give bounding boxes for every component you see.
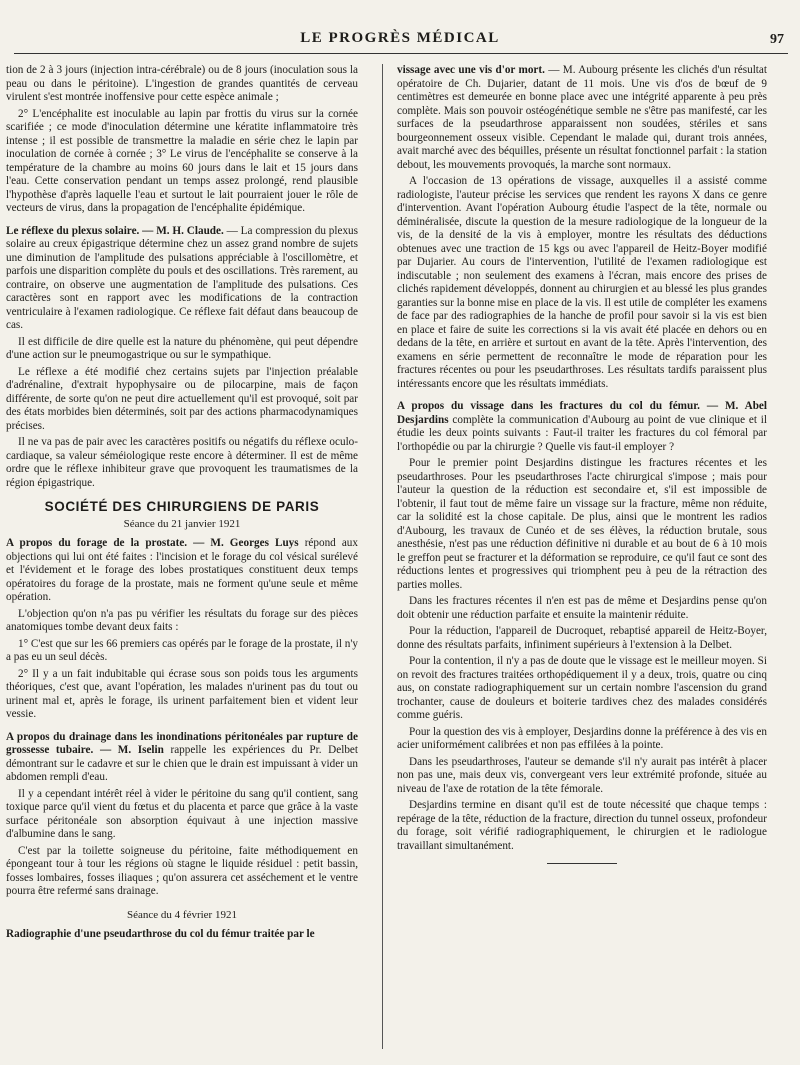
article-title: vissage avec une vis d'or mort.	[397, 64, 545, 76]
paragraph: tion de 2 à 3 jours (injection intra-cérébrale) ou de 8 jours (inoculation sous la peau ou dans le péritoine). L'ingestion de grandes quantités de cerveau virulent s'est montrée inoffensive pour cette espèce animale ;	[6, 64, 358, 103]
article-reflex	[6, 225, 358, 333]
article-body: répond aux objections qui lui ont été faites : l'incision et le forage du col vésical surélevé et l'évidement et le forage des lobes prostatiques constituent deux temps opératoires du forage de la prostate, mais ne forment qu'une seule et même opération.	[6, 537, 358, 603]
article-forage	[6, 537, 358, 605]
end-rule	[547, 863, 617, 864]
page-header	[0, 28, 800, 50]
header-rule	[14, 53, 788, 54]
paragraph: Pour la question des vis à employer, Desjardins donne la préférence à des vis en acier uniformément calibrées et non pas effilées à la pointe.	[397, 725, 767, 751]
session-date: Séance du 21 janvier 1921	[123, 517, 241, 530]
paragraph: Il est difficile de dire quelle est la nature du phénomène, qui peut dépendre d'une action sur le pneumogastrique ou sur le sympathique.	[6, 335, 358, 361]
running-title: LE PROGRÈS MÉDICAL	[300, 30, 500, 46]
article-title: A propos du drainage dans les inondinations péritonéales par rupture de grossesse tubaire. — M. Iselin	[6, 730, 358, 756]
page-number: 97	[770, 32, 784, 47]
paragraph: Il ne va pas de pair avec les caractères positifs ou négatifs du réflexe oculo-cardiaque, sa valeur séméiologique reste encore à déterminer. Il est de même ordre que le réflexe inhibiteur grave que provoquent les traumatismes de la région épigastrique.	[6, 436, 358, 489]
article-body: — M. Aubourg présente les clichés d'un résultat opératoire de Ch. Dujarier, datant de 11 mois. Une vis d'os de bœuf de 9 centimètres est demeurée en bonne place avec une intégrité apparente à peu près complète. Mais son pouvoir ostéogénétique semble ne s'être pas manifesté, car les surfaces de la pseudarthrose apparaissent non soudées, stériles et sans bourgeonnement osseux visible. Cependant le malade qui, durant trois années, avait marché avec des béquilles, présente un résultat fonctionnel parfait : la station debout, les mouvements provoqués, la marche sont normaux.	[397, 64, 767, 171]
paragraph: 1° C'est que sur les 66 premiers cas opérés par le forage de la prostate, il n'y a pas eu un seul décès.	[6, 637, 358, 663]
left-column	[6, 64, 358, 1051]
column-divider	[382, 64, 383, 1049]
article-body: — La compression du plexus solaire au creux épigastrique détermine chez un assez grand nombre de sujets une diminution de l'amplitude des pulsations appréciable à l'oscillomètre, et parfois une disparition complète du pouls et des oscillations. Très rarement, au contraire, on observe une augmentation de l'amplitude des pulsations. Ces caractères sont en rapport avec les modifications de la contraction ventriculaire à l'examen radiologique. Ce réflexe fait défaut dans beaucoup de cas.	[6, 224, 358, 331]
paragraph: Desjardins termine en disant qu'il est de toute nécessité que chaque temps : repérage de la tête, réduction de la fracture, direction du tunnel osseux, profondeur du forage, soit vérifié radiographiquement, le chirurgien et le radiologue travaillant simultanément.	[397, 799, 767, 852]
session-date: Séance du 4 février 1921	[127, 908, 237, 921]
article-vissage	[397, 400, 767, 454]
paragraph: A l'occasion de 13 opérations de vissage, auxquelles il a assisté comme radiologiste, l'auteur précise les services que rendent les rayons X dans ce genre d'intervention. Avant l'opération Aubourg étudie l'aspect de la tête, normale ou déminéralisée, discute la question de la mesure radiologique de la longueur de la vis, de la densité de la vis à employer, montre les résultats des déductions obtenues avec une traction de 15 kgs ou avec l'appareil de Heitz-Boyer modifié par Dujarier. Au cours de l'intervention, l'utilité de l'examen radiologique est indiscutable ; non seulement des examens à l'écran, mais encore des prises de clichés rapidement développés, donnent au chirurgien et au blessé les plus grandes garanties sur la bonne mise en place de la vis. Il est utile de compléter les examens de face par des radiographies de la hanche de profil pour savoir si la vis est bien en place et faire de suite les corrections si la vis avait été placée en dehors ou en dedans de la tête, en arrière et surtout en avant de la tête. Après l'intervention, des examens en série permettent de reconnaître le mode de réparation pour les fractures récentes ou pour les pseudarthroses. Les résultats tardifs paraissent plus intéressants encore que les résultats immédiats.	[397, 175, 767, 390]
paragraph: Dans les pseudarthroses, l'auteur se demande s'il n'y aurait pas intérêt à placer non pas une, mais deux vis, convergeant vers leur extrémité profonde, située au niveau de l'axe de rotation de la tête fémorale.	[397, 755, 767, 795]
paragraph: L'objection qu'on n'a pas pu vérifier les résultats du forage sur des pièces anatomiques tombe devant deux faits :	[6, 607, 358, 633]
paragraph: Le réflexe a été modifié chez certains sujets par l'injection préalable d'adrénaline, d'extrait hypophysaire ou de pilocarpine, mais de façon différente, de sorte qu'on ne peut dire actuellement qu'il est provoqué, soit par des états morbides bien déterminés, soit par des actions pharmacodynamiques précises.	[6, 365, 358, 432]
article-body: complète la communication d'Aubourg au point de vue clinique et il étudie les deux points suivants : Faut-il traiter les fractures du col fémoral par l'orthopédie ou par la chirurgie ? Quelle vis faut-il employer ?	[397, 413, 767, 453]
paragraph: 2° L'encéphalite est inoculable au lapin par frottis du virus sur la cornée scarifiée ; ce mode d'inoculation détermine une kératite inflammatoire très intense ; il est possible de transmettre la maladie en série chez le lapin par inoculation de cornée à cornée ; 3° Le virus de l'encéphalite se conserve à la température de la chambre au moins 60 jours dans le lait et 15 jours dans l'eau. Cette conservation pendant un temps assez prolongé, rend plausible l'hypothèse d'après laquelle l'eau et surtout le lait pourraient jouer le rôle de vecteurs de virus, dans la propagation de l'encéphalite épidémique.	[6, 107, 358, 214]
article-aubourg	[397, 64, 767, 172]
paragraph: 2° Il y a un fait indubitable qui écrase sous son poids tous les arguments théoriques, c'est que, avant l'opération, les malades n'urinent pas du tout ou urinent mal et, après le forage, ils urinent parfaitement bien et vident leur vessie.	[6, 667, 358, 720]
article-title: Radiographie d'une pseudarthrose du col du fémur traitée par le	[6, 928, 315, 940]
paragraph: Pour la réduction, l'appareil de Ducroquet, rebaptisé appareil de Heitz-Boyer, donne des résultats parfaits, infiniment supérieurs à l'extension à la Delbet.	[397, 625, 767, 651]
paragraph: Pour la contention, il n'y a pas de doute que le vissage est le meilleur moyen. Si on revoit des fractures traitées orthopédiquement il y a deux, trois, quatre ou cinq aus, on constate radiographiquement sur un certain nombre l'ascension du grand trochanter, cause de douleurs et boiterie tardives chez des malades considérés comme guéris.	[397, 655, 767, 721]
paragraph: C'est par la toilette soigneuse du péritoine, faite méthodiquement en épongeant tour à tour les régions où stagne le liquide résiduel : petit bassin, fosses lombaires, fosses iliaques ; qu'on assurera cet asséchement et le ventre pourra être refermé sans drainage.	[6, 844, 358, 897]
paragraph: Dans les fractures récentes il n'en est pas de même et Desjardins pense qu'on doit obtenir une réduction parfaite et ensuite la maintenir réduite.	[397, 595, 767, 621]
paragraph: Il y a cependant intérêt réel à vider le péritoine du sang qu'il contient, sang toxique parce qu'il vient du fœtus et du placenta et parce que grâce à la vaste surface péritonéale son absorption équivaut à une injection massive d'albumine dans le sang.	[6, 787, 358, 840]
paragraph: Pour le premier point Desjardins distingue les fractures récentes et les pseudarthroses. Pour les pseudarthroses l'acte chirurgical s'impose ; mais pour l'auteur la question de la réduction est secondaire et, s'il est impossible de l'obtenir, il faut tout de même faire un vissage sur la fracture, même non réduite, car la solidité est la chose capitale. De plus, ainsi que le montrent les radios d'Aubourg, les travaux de Cunéo et de ses élèves, la réduction brutale, sous anesthésie, n'est pas une réduction définitive ni durable et au bout de 6 à 10 mois le greffon peut se fracturer et la déformation se reproduire, ce qu'il faut ce sont des réductions lentes et progressives qui triomphent peu à peu de la rétraction des parties molles.	[397, 457, 767, 591]
section-title: SOCIÉTÉ DES CHIRURGIENS DE PARIS	[44, 499, 320, 514]
article-title: A propos du vissage dans les fractures du col du fémur. — M. Abel Desjardins	[397, 400, 767, 426]
article-title: Le réflexe du plexus solaire. — M. H. Claude.	[6, 224, 224, 237]
right-column	[397, 64, 767, 1051]
article-drainage	[6, 731, 358, 785]
article-title: A propos du forage de la prostate. — M. Georges Luys	[6, 537, 299, 549]
article-body: rappelle les expériences du Pr. Delbet démontrant sur le cadavre et sur le chien que le drain est impuissant à vider un abdomen rempli d'eau.	[6, 744, 358, 783]
